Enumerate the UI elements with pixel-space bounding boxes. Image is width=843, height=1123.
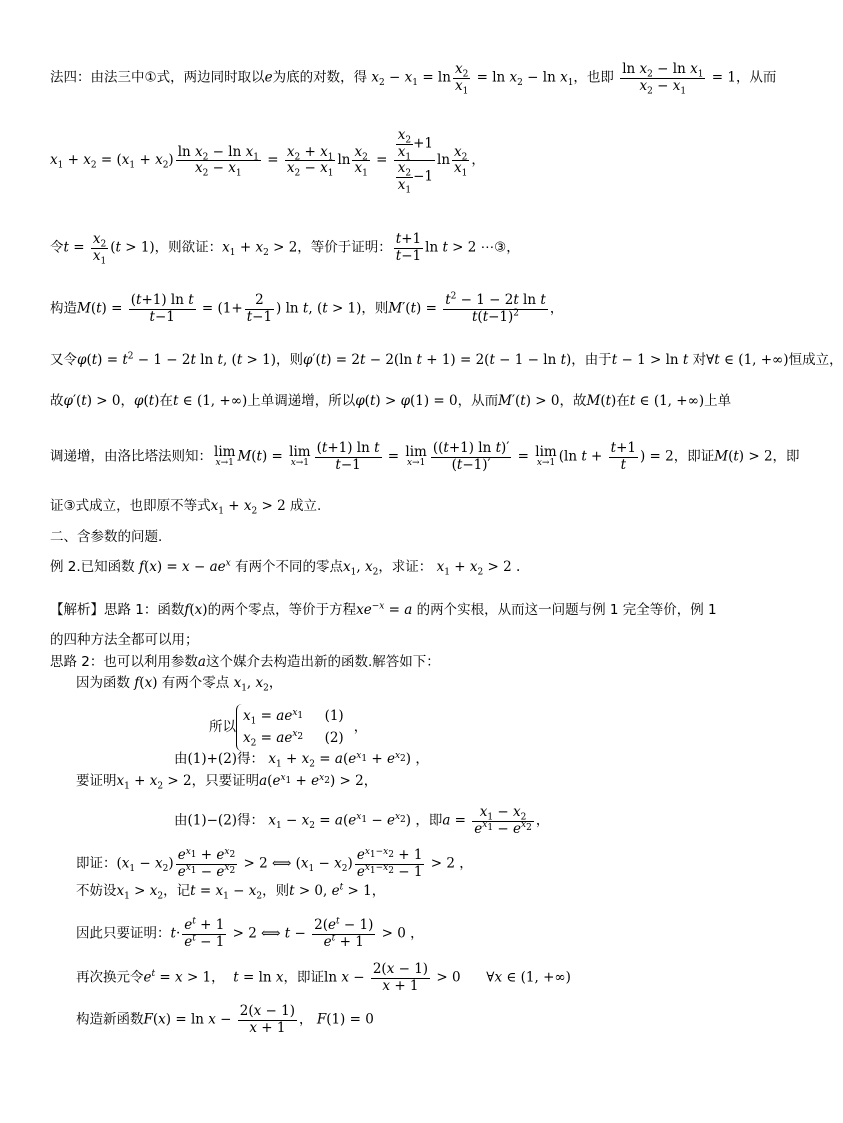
text: 再次换元令: [76, 969, 144, 986]
text: 因此只要证明：: [76, 925, 171, 942]
line-18: 由(1)−(2)得： $x_1 - x_2 = a(e^{x_1} - e^{x_2})$ ，即a = $\frac{x_1 - x_2}{e^{x_1} - e^{x_2}}$ ，: [174, 804, 550, 837]
line-3: 令t = $\frac{x_2}{x_1}$ (t > 1)，则欲证：$x_1 + x_2 > 2$，等价于证明： $\frac{t+1}{t-1}$ ln t > 2 ⋯③，: [50, 231, 520, 267]
text: ，即: [772, 448, 800, 465]
line-16: 由(1)+(2)得： $x_1 + x_2 = a(e^{x_1} + e^{x_2})$ ，: [174, 750, 429, 770]
text: ，即: [415, 812, 443, 829]
line-13: 思路 2：也可以利用参数a这个媒介去构造出新的函数.解答如下：: [50, 654, 440, 670]
section-heading: [50, 531, 162, 545]
text: 二、含参数的问题.: [50, 529, 163, 545]
text: ，则: [361, 300, 389, 317]
line-10: 例 2.已知函数 $f(x) = x - ae^x$ 有两个不同的零点$x_1$, $x_2$，求证： $x_1 + x_2 > 2$ .: [50, 558, 521, 578]
text: ，从而: [457, 393, 499, 409]
text: ，等价于证明：: [297, 239, 392, 256]
line-4: 构造M(t) = $\frac{\text{(t+1) ln t}}{t-1}$ = (1+ $\frac{2}{t-1}$ ) ln t, (t > 1)，则M′(t) = $\frac{t^2 - 1 - 2t \ln t}{t(t-1)^2}$ ，: [50, 291, 564, 325]
text: ，故: [559, 393, 587, 409]
line-6: 故φ′(t) > 0，φ(t)在t ∈ (1, +∞)上单调递增，所以φ(t) > φ(1) = 0，从而M′(t) > 0，故M(t)在t ∈ (1, +∞)上单: [50, 393, 732, 409]
text: ，由于: [571, 352, 612, 368]
text: 在: [616, 393, 630, 409]
text: ，则欲证：: [154, 239, 223, 256]
text: ，即证: [673, 448, 715, 465]
line-5: 又令$\varphi(t) = t^2 - 1 - 2t$ ln t, (t > 1)，则φ′(t) = 2t − 2(ln t + 1) = 2(t − 1 − ln t)，由于t − 1 > ln t 对∀t ∈ (1, +∞)恒成立，: [50, 351, 843, 368]
text: 即证：: [76, 855, 117, 872]
text: 由: [174, 751, 188, 767]
text: 法四：由法三中①式，两边同时取以: [50, 69, 265, 86]
text: ，则: [262, 883, 290, 899]
text: 要证明: [76, 773, 117, 789]
text: 成立.: [290, 498, 322, 514]
text: 又令: [50, 352, 77, 368]
line-15: 所以 $x_1 = ae^{x_1}$ (1) $x_2 = ae^{x_2}$ (2) ，: [209, 704, 367, 751]
text: 的两个零点，等价于方程: [207, 602, 357, 618]
text: 例 2.已知函数: [50, 559, 135, 575]
line-21: 因此只要证明：t· $\frac{e^t + 1}{e^t - 1}$ > 2 ⟺ t − $\frac{2(e^t - 1)}{e^t + 1}$ > 0 ，: [76, 916, 424, 950]
text: 上单: [704, 393, 732, 409]
text: 构造新函数: [76, 1011, 144, 1028]
text: 恒成立，: [788, 352, 843, 368]
line-20: 不妨设$x_1 > x_2$，记$t = x_1 - x_2$，则t > 0, $e^t > 1$，: [76, 882, 386, 902]
text: 调递增，由洛比塔法则知：: [50, 448, 212, 465]
text: 所以: [209, 718, 236, 735]
text: 有两个零点: [161, 675, 230, 691]
text: ，: [299, 1011, 313, 1028]
line-11: 【解析】思路 1：函数f(x)的两个零点，等价于方程$xe^{-x} = a$ 的两个实根，从而这一问题与例 1 完全等价，例 1: [50, 601, 717, 618]
line-19: 即证：$(x_1 - x_2)$ $\frac{e^{x_1} + e^{x_2}}{e^{x_1} - e^{x_2}}$ > 2 ⟺ $(x_1 - x_2)$ $\frac{e^{x_1-x_2} + 1}{e^{x_1-x_2} - 1}$ > 2 ，: [76, 846, 473, 880]
text: ，: [120, 393, 134, 409]
text: ，也即: [573, 69, 614, 86]
text: 【解析】思路 1：函数: [50, 602, 185, 618]
line-8: 证③式成立，也即原不等式$x_1 + x_2 > 2$ 成立.: [50, 498, 322, 517]
text: 上单调递增，所以: [247, 393, 356, 409]
text: 在: [159, 393, 173, 409]
text: ，只要证明: [191, 773, 260, 789]
line-14: 因为函数 f(x) 有两个零点 $x_1$, $x_2$，: [76, 675, 283, 694]
text: ，从而: [735, 69, 777, 86]
line-22: 再次换元令$e^t = x > 1$， t = ln x，即证ln x − $\frac{2(x - 1)}{x + 1}$ > 0 ∀x ∈ (1, +∞): [76, 961, 571, 994]
line-2: $x_1 + x_2 = (x_1 + x_2)$ $\frac{\ln x_2 - \ln x_1}{x_2 - x_1}$ = $\frac{x_2 + x_1}{x_2 - x_1}$ ln $\frac{x_2}{x_1}$ = $\frac{x_2}{x_1}$ +1 $\frac{x_2}{x_1}$ −1 ln $\frac{x_2}{x_1}$ ，: [50, 127, 485, 196]
text: 得：: [237, 751, 265, 767]
text: ，则: [276, 352, 304, 368]
text: 不妨设: [76, 883, 117, 899]
text: 由: [174, 812, 188, 829]
line-12: [50, 634, 199, 648]
text: ，记: [163, 883, 191, 899]
line-23: 构造新函数F(x) = ln x − $\frac{2(x - 1)}{x + 1}$ ， F(1) = 0: [76, 1003, 374, 1036]
text: 令: [50, 239, 64, 256]
line-1: 法四：由法三中①式，两边同时取以e为底的对数，得 $x_2 - x_1 = \ln$ $\frac{x_2}{x_1}$ = $\ln x_2 - \ln x_1$，也即 $\frac{\ln x_2 - \ln x_1}{x_2 - x_1}$ = 1，从而: [50, 61, 777, 97]
text: 有两个不同的零点: [235, 559, 343, 575]
text: ，即证: [283, 969, 324, 986]
text: 思路 2：也可以利用参数: [50, 654, 198, 670]
text: 因为函数: [76, 675, 130, 691]
text: 的四种方法全都可以用；: [50, 632, 199, 648]
line-17: 要证明$x_1 + x_2 > 2$，只要证明$a(e^{x_1} + e^{x_2}) > 2$，: [76, 772, 378, 792]
line-7: 调递增，由洛比塔法则知： lim x→1 M(t) = lim x→1 $\frac{\text{(t+1) ln t}}{t-1}$ = lim x→1 $\frac{\text{((t+1) ln t)′}}{(t-1)'}$ = lim x→1 (ln t + $\frac{t+1}{t}$ ) = 2，即证M(t) > 2，即: [50, 440, 800, 473]
text: 这个媒介去构造出新的函数.解答如下：: [205, 654, 440, 670]
text: 为底的对数，得: [272, 69, 368, 86]
text: 故: [50, 393, 64, 409]
text: 得：: [237, 812, 265, 829]
text: 对: [692, 352, 707, 368]
text: 证③式成立，也即原不等式: [50, 498, 211, 514]
text: ，求证：: [378, 559, 433, 575]
text: 构造: [50, 300, 77, 317]
text: 的两个实根，从而这一问题与例 1 完全等价，例 1: [416, 602, 717, 618]
